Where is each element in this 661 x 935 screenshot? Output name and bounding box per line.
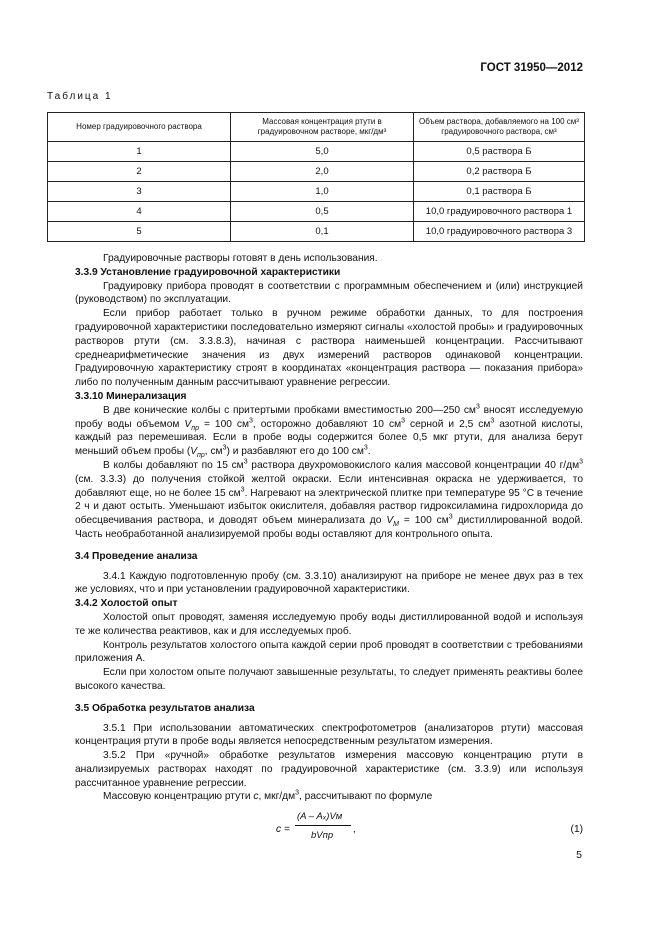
table-row xyxy=(48,202,585,222)
formula-denominator: bVпр xyxy=(311,830,334,842)
formula-1 xyxy=(75,810,583,850)
paragraph: Холостой опыт проводят, заменяя исследуемую пробу воды дистиллированной водой и используя те же количества реактивов, как и для исследуемых проб. xyxy=(75,611,583,637)
heading-3-4: 3.4 Проведение анализа xyxy=(75,550,198,562)
cell-number: 3 xyxy=(48,182,231,202)
table-header-row xyxy=(48,113,585,142)
cell-number: 1 xyxy=(48,142,231,162)
table-row xyxy=(48,162,585,182)
paragraph: Контроль результатов холостого опыта каждой серии проб проводят в соответствии с требованиями приложения А. xyxy=(75,639,583,665)
table-caption: Таблица 1 xyxy=(47,91,113,102)
paragraph: В колбы добавляют по 15 $см^3$ раствора двухромовокислого калия массовой концентрации 40 $г/дм^3$ (см. 3.3.3) до получения стойкой желтой окраски. Если интенсивная окраска не удерживается, то добавляют еще, но не более 15 $см^3$. Нагревают на электрической плитке при температуре 95 °С в течение 2 ч и дают остыть. Уменьшают избыток окислителя, добавляя раствор гидроксиламина гидрохлорида до обесцвечивания раствора, и доводят объем минерализата до $V_М = 100$ $см^3$ дистиллированной водой. Часть необработанной анализируемой пробы воды оставляют для контрольного опыта. xyxy=(75,458,583,540)
paragraph: 3.4.1 Каждую подготовленную пробу (см. 3.3.10) анализируют на приборе не менее двух раз в тех же условиях, что и при установлении градуировочной характеристики. xyxy=(75,570,583,596)
paragraph: Массовую концентрацию ртути c, мкг/$дм^3$, рассчитывают по формуле xyxy=(103,790,433,803)
cell-number: 4 xyxy=(48,202,231,222)
formula-number: (1) xyxy=(570,824,583,836)
standard-code: ГОСТ 31950—2012 xyxy=(480,62,583,74)
col-header-number: Номер градуировочного раствора xyxy=(48,113,231,142)
cell-concentration: 0,1 xyxy=(231,222,414,242)
cell-volume: 10,0 градуировочного раствора 3 xyxy=(414,222,585,242)
cell-volume: 10,0 градуировочного раствора 1 xyxy=(414,202,585,222)
heading-3-3-9: 3.3.9 Установление градуировочной характеристики xyxy=(75,266,341,278)
paragraph: 3.5.2 При «ручной» обработке результатов измерения массовую концентрацию ртути в анализируемых растворах находят по градуировочной характеристике (см. 3.3.9) или используя рассчитанное уравнение регрессии. xyxy=(75,750,583,789)
cell-volume: 0,5 раствора Б xyxy=(414,142,585,162)
heading-3-4-2: 3.4.2 Холостой опыт xyxy=(75,598,178,610)
cell-volume: 0,2 раствора Б xyxy=(414,162,585,182)
formula-numerator: (A – Aₓ)Vм xyxy=(297,811,343,823)
col-header-volume: Объем раствора, добавляемого на 100 см³ градуировочного раствора, см³ xyxy=(414,113,585,142)
paragraph: Градуировочные растворы готовят в день использования. xyxy=(103,253,378,264)
page-number: 5 xyxy=(576,849,582,861)
table-row xyxy=(48,222,585,242)
cell-concentration: 5,0 xyxy=(231,142,414,162)
paragraph: 3.5.1 При использовании автоматических спектрофотометров (анализаторов ртути) массовая концентрация ртути в пробе воды является непосредственным результатом измерения. xyxy=(75,722,583,748)
cell-concentration: 2,0 xyxy=(231,162,414,182)
paragraph: В две конические колбы с притертыми пробками вместимостью 200—250 $см^3$ вносят исследуемую пробу воды объемом $V_{пр} = 100$ $см^3$, осторожно добавляют 10 $см^3$ серной и 2,5 $см^3$ азотной кислоты, каждый раз перемешивая. Если в пробе воды содержится более 0,5 мкг ртути, для анализа берут меньший объем пробы ($V_{пр}$, $см^3$) и разбавляют его до 100 $см^3$. xyxy=(75,403,584,460)
heading-3-5: 3.5 Обработка результатов анализа xyxy=(75,702,255,714)
cell-concentration: 1,0 xyxy=(231,182,414,202)
cell-number: 2 xyxy=(48,162,231,182)
cell-number: 5 xyxy=(48,222,231,242)
heading-3-3-10: 3.3.10 Минерализация xyxy=(75,390,187,402)
formula-lhs: c = xyxy=(276,824,290,836)
fraction-bar xyxy=(295,825,351,826)
paragraph: Градуировку прибора проводят в соответствии с программным обеспечением и (или) инструкцией (руководством) по эксплуатации. xyxy=(75,280,583,306)
body-text xyxy=(75,252,583,850)
cell-concentration: 0,5 xyxy=(231,202,414,222)
cell-volume: 0,1 раствора Б xyxy=(414,182,585,202)
paragraph: Если при холостом опыте получают завышенные результаты, то следует применять реактивы более высокого качества. xyxy=(75,667,583,692)
formula-comma: , xyxy=(353,824,356,836)
table-row xyxy=(48,182,585,202)
paragraph: Если прибор работает только в ручном режиме обработки данных, то для построения градуировочной характеристики последовательно измеряют сигналы «холостой пробы» и градуировочных растворов ртути (см. 3.3.8.3), начиная с раствора наименьшей концентрации. Рассчитывают среднеарифметические значения из двух измерений растворов одинаковой концентрации. Градуировочную характеристику строят в координатах «концентрация раствора — показания прибора» либо по полученным данным рассчитывают уравнение регрессии. xyxy=(75,308,583,389)
table-row xyxy=(48,142,585,162)
calibration-table xyxy=(47,112,585,242)
col-header-concentration: Массовая концентрация ртути в градуировочном растворе, мкг/дм³ xyxy=(231,113,414,142)
